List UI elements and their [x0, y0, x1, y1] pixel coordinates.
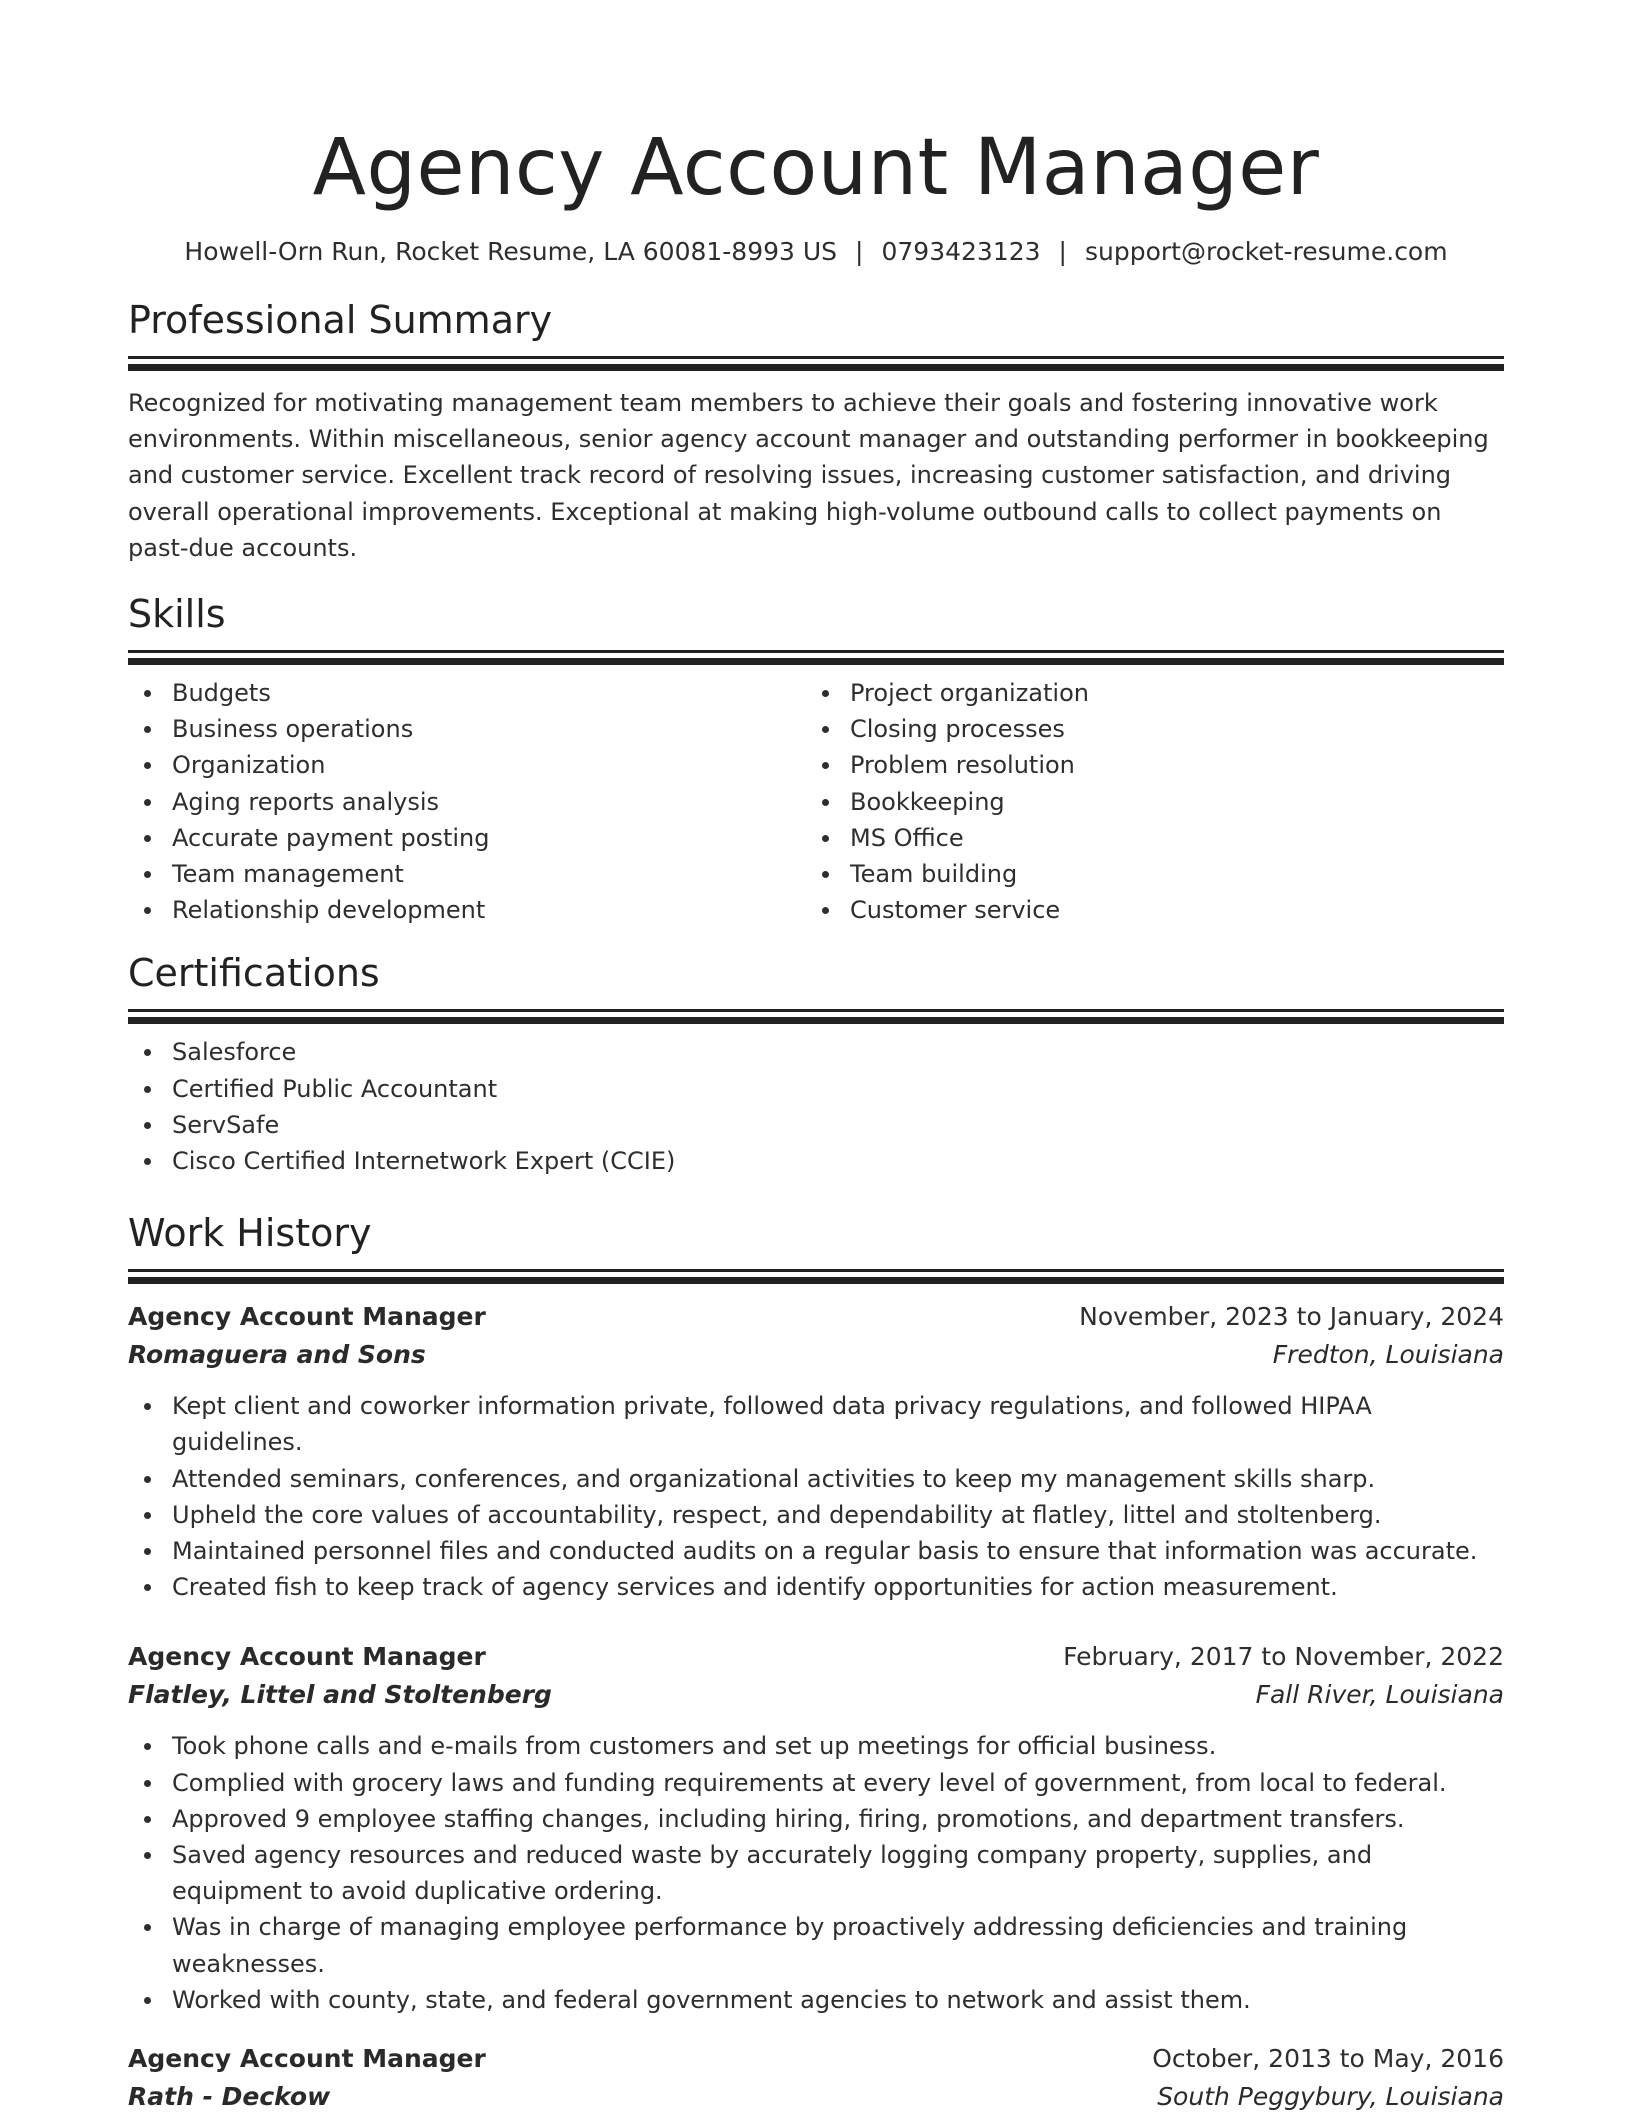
job-bullet: Maintained personnel files and conducted audits on a regular basis to ensure that information was accurate.	[128, 1533, 1504, 1569]
certifications-section	[128, 949, 1504, 1179]
job-bullets	[128, 1388, 1504, 1605]
section-divider	[128, 364, 1504, 371]
job-location: Fredton, Louisiana	[1272, 1340, 1504, 1370]
job-bullet: Took phone calls and e-mails from customers and set up meetings for official business.	[128, 1728, 1504, 1764]
skill-item: Problem resolution	[806, 747, 1484, 783]
skill-item: Relationship development	[128, 892, 806, 928]
job-header	[128, 1298, 1504, 1336]
section-divider	[128, 1009, 1504, 1012]
skill-item: MS Office	[806, 820, 1484, 856]
job-subheader	[128, 2078, 1504, 2116]
section-divider	[128, 1017, 1504, 1024]
certifications-list	[128, 1034, 1504, 1179]
job-dates: November, 2023 to January, 2024	[1079, 1302, 1504, 1332]
job-bullet: Kept client and coworker information private, followed data privacy regulations, and followed HIPAA guidelines.	[128, 1388, 1504, 1460]
skill-item: Budgets	[128, 675, 806, 711]
job-title: Agency Account Manager	[128, 1642, 486, 1672]
job-entry	[128, 2040, 1504, 2116]
job-bullet: Attended seminars, conferences, and organizational activities to keep my management skills sharp.	[128, 1461, 1504, 1497]
job-bullets	[128, 1728, 1504, 2018]
job-dates: February, 2017 to November, 2022	[1063, 1642, 1504, 1672]
job-location: South Peggybury, Louisiana	[1157, 2082, 1504, 2112]
skill-item: Business operations	[128, 711, 806, 747]
job-bullet: Approved 9 employee staffing changes, including hiring, firing, promotions, and department transfers.	[128, 1801, 1504, 1837]
summary-section	[128, 296, 1504, 566]
job-location: Fall River, Louisiana	[1255, 1680, 1504, 1710]
skill-item: Organization	[128, 747, 806, 783]
job-bullet: Saved agency resources and reduced waste by accurately logging company property, supplies, and equipment to avoid duplicative ordering.	[128, 1837, 1504, 1909]
skills-right-column	[806, 675, 1484, 928]
job-subheader	[128, 1676, 1504, 1714]
skill-item: Closing processes	[806, 711, 1484, 747]
contact-email: support@rocket-resume.com	[1084, 237, 1448, 266]
section-title-skills: Skills	[128, 592, 226, 637]
certification-item: Certified Public Accountant	[128, 1071, 1504, 1107]
contact-phone: 0793423123	[881, 237, 1041, 266]
skill-item: Customer service	[806, 892, 1484, 928]
contact-line	[128, 235, 1504, 269]
contact-address: Howell-Orn Run, Rocket Resume, LA 60081-8993 US	[184, 237, 838, 266]
skill-item: Team management	[128, 856, 806, 892]
skill-item: Bookkeeping	[806, 784, 1484, 820]
section-divider	[128, 658, 1504, 665]
job-company: Romaguera and Sons	[128, 1340, 426, 1370]
resume-name: Agency Account Manager	[312, 123, 1320, 213]
job-title: Agency Account Manager	[128, 2044, 486, 2074]
contact-separator: |	[855, 237, 864, 266]
job-bullet: Worked with county, state, and federal government agencies to network and assist them.	[128, 1982, 1504, 2018]
certification-item: ServSafe	[128, 1107, 1504, 1143]
job-header	[128, 2040, 1504, 2078]
section-title-summary: Professional Summary	[128, 298, 553, 342]
job-bullet: Upheld the core values of accountability, respect, and dependability at flatley, littel and stoltenberg.	[128, 1497, 1504, 1533]
work-history-section	[128, 1209, 1504, 2116]
section-divider	[128, 1269, 1504, 1272]
certification-item: Cisco Certified Internetwork Expert (CCIE)	[128, 1143, 1504, 1179]
contact-separator: |	[1058, 237, 1067, 266]
job-bullet: Created fish to keep track of agency services and identify opportunities for action measurement.	[128, 1569, 1504, 1605]
skill-item: Team building	[806, 856, 1484, 892]
job-dates: October, 2013 to May, 2016	[1152, 2044, 1504, 2074]
job-title: Agency Account Manager	[128, 1302, 486, 1332]
skill-item: Aging reports analysis	[128, 784, 806, 820]
job-company: Flatley, Littel and Stoltenberg	[128, 1680, 552, 1710]
section-title-certifications: Certifications	[128, 951, 380, 996]
skills-section	[128, 590, 1504, 928]
job-subheader	[128, 1336, 1504, 1374]
skills-left-column	[128, 675, 806, 928]
resume-page	[128, 0, 1504, 2116]
section-divider	[128, 650, 1504, 653]
job-bullet: Was in charge of managing employee performance by proactively addressing deficiencies and training weaknesses.	[128, 1909, 1504, 1981]
summary-text: Recognized for motivating management team members to achieve their goals and fostering innovative work environments. Within miscellaneous, senior agency account manager and outstanding performer in bookkeeping and customer service. Excellent track record of resolving issues, increasing customer satisfaction, and driving overall operational improvements. Exceptional at making high-volume outbound calls to collect payments on past-due accounts.	[128, 389, 1489, 562]
job-bullet: Complied with grocery laws and funding requirements at every level of government, from local to federal.	[128, 1765, 1504, 1801]
skills-grid	[128, 675, 1504, 928]
job-header	[128, 1638, 1504, 1676]
job-entry	[128, 1638, 1504, 2018]
section-divider	[128, 1277, 1504, 1284]
section-divider	[128, 356, 1504, 359]
job-company: Rath - Deckow	[128, 2082, 331, 2112]
certification-item: Salesforce	[128, 1034, 1504, 1070]
section-title-work-history: Work History	[128, 1211, 372, 1256]
skill-item: Accurate payment posting	[128, 820, 806, 856]
skill-item: Project organization	[806, 675, 1484, 711]
job-entry	[128, 1298, 1504, 1605]
